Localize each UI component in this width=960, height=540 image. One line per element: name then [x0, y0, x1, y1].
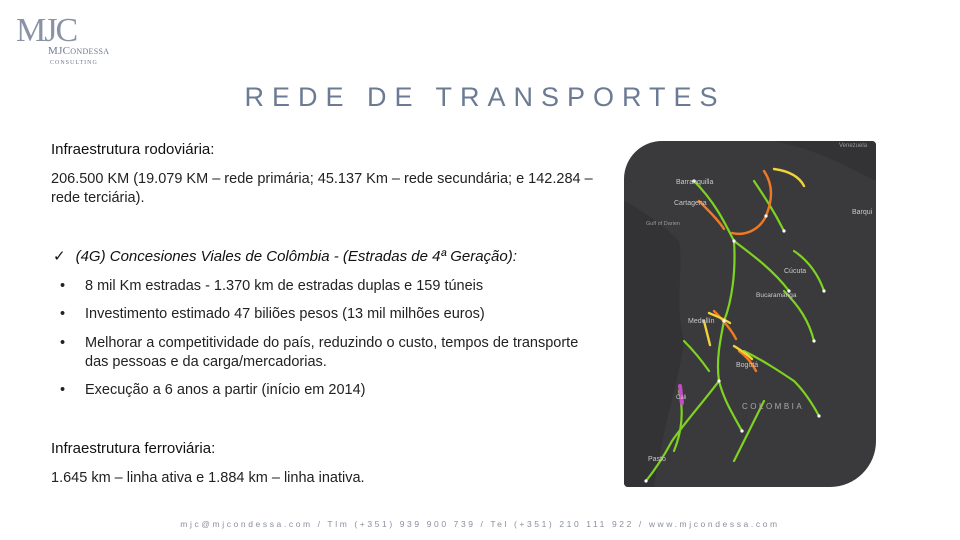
city-dot [812, 339, 815, 342]
city-dot [644, 479, 647, 482]
road-heading: Infraestrutura rodoviária: [51, 141, 215, 158]
city-dot [722, 319, 725, 322]
city-dot [764, 214, 767, 217]
rail-heading: Infraestrutura ferroviária: [51, 440, 216, 457]
checkmark-icon: ✓ [53, 248, 66, 265]
map-label-bogota: Bogotá [736, 362, 759, 369]
list-item [60, 334, 580, 372]
logo-subtitle: CONSULTING [50, 60, 98, 66]
map-label-medellin: Medellín [688, 318, 715, 325]
map-label-pasto: Pasto [648, 456, 666, 463]
yellow-roads [704, 169, 807, 359]
road-line [774, 169, 804, 186]
city-dot [717, 379, 720, 382]
rail-text: 1.645 km – linha ativa e 1.884 km – linha inativa. [51, 470, 365, 486]
bullet-text: Melhorar a competitividade do país, reduzindo o custo, tempos de transporte das pessoas e da carga/mercadorias. [85, 335, 579, 370]
concessions-heading: (4G) Concesiones Viales de Colômbia - (Estradas de 4ª Geração): [75, 248, 517, 265]
bullet-text: Execução a 6 anos a partir (início em 2014) [85, 382, 366, 398]
map-label-colombia: COLOMBIA [742, 402, 805, 411]
bullet-text: 8 mil Km estradas - 1.370 km de estradas duplas e 159 túneis [85, 278, 484, 294]
map-label-cucuta: Cúcuta [784, 268, 807, 275]
company-logo [16, 14, 126, 74]
concessions-heading-line [53, 247, 517, 265]
list-item [60, 277, 580, 296]
slide-title: REDE DE TRANSPORTES [244, 82, 726, 112]
city-dot [782, 229, 785, 232]
logo-name: MJCondessa [48, 45, 110, 57]
map-label-barranquilla: Barranquilla [676, 179, 714, 186]
coastline-shape [624, 201, 687, 487]
city-dot [740, 429, 743, 432]
road-network-map [624, 141, 876, 487]
logo-mark: MJC [16, 12, 77, 49]
list-item [60, 381, 580, 400]
map-label-barqui: Barqui [852, 209, 873, 216]
bullet-text: Investimento estimado 47 biliões pesos (13 mil milhões euros) [85, 306, 485, 322]
road-text: 206.500 KM (19.079 KM – rede primária; 45.137 Km – rede secundária; e 142.284 – rede terciária). [51, 171, 593, 206]
map-label-venezuela: Venezuela [839, 143, 868, 149]
map-label-gulf: Gulf of Darien [646, 221, 680, 227]
bullet-icon: • [60, 335, 66, 351]
map-label-cali: Cali [676, 395, 687, 401]
map-label-bucaramanga: Bucaramanga [756, 292, 797, 299]
list-item [60, 305, 580, 324]
map-label-cartagena: Cartagena [674, 200, 707, 207]
bullet-icon: • [60, 382, 66, 398]
road-line [718, 321, 742, 431]
road-line [684, 341, 709, 371]
road-line [734, 241, 789, 291]
city-dot [822, 289, 825, 292]
bullet-icon: • [60, 278, 66, 294]
road-line [732, 171, 771, 234]
city-dot [817, 414, 820, 417]
city-dot [732, 239, 735, 242]
footer-contact: mjc@mjcondessa.com / Tlm (+351) 939 900 739 / Tel (+351) 210 111 922 / www.mjcondessa.com [180, 519, 780, 529]
map-graphic [624, 141, 876, 487]
bullet-icon: • [60, 306, 66, 322]
